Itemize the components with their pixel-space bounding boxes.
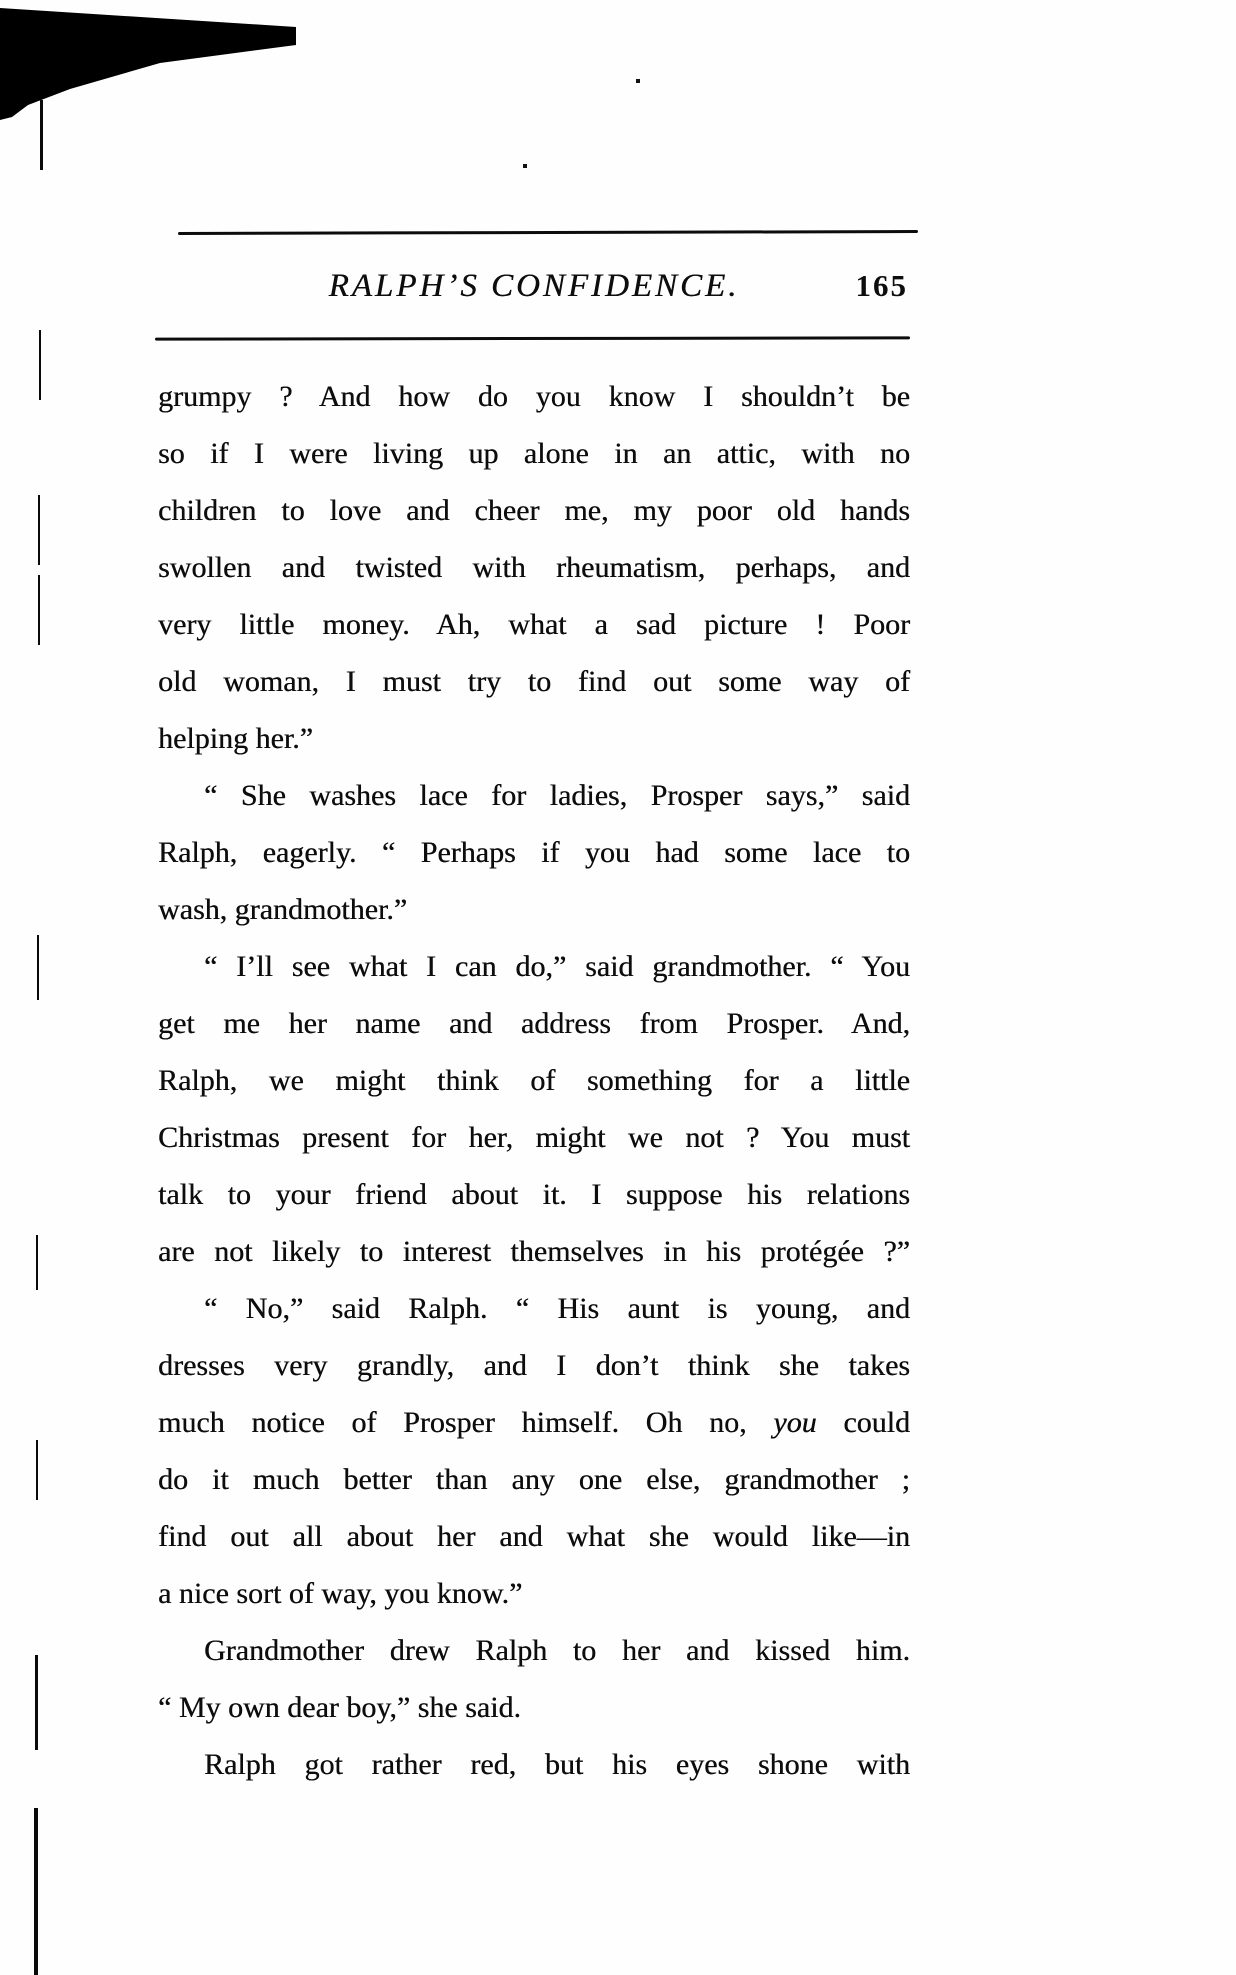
- text-line: [158, 1052, 910, 1109]
- text-segment: are not likely to interest themselves in his protégée ?”: [158, 1235, 910, 1268]
- text-line: [158, 653, 910, 710]
- text-segment: could: [816, 1406, 910, 1439]
- text-line: [158, 1679, 910, 1736]
- emphasized-word: you: [773, 1406, 817, 1439]
- text-line: [158, 425, 910, 482]
- text-segment: Grandmother drew Ralph to her and kissed him.: [204, 1634, 910, 1667]
- text-line: [158, 1508, 910, 1565]
- running-head: [158, 268, 910, 316]
- scan-artifact-speck: [523, 164, 527, 168]
- text-segment: Ralph got rather red, but his eyes shone with: [204, 1748, 910, 1781]
- text-segment: “ My own dear boy,” she said.: [158, 1691, 521, 1724]
- text-segment: so if I were living up alone in an attic, with no: [158, 437, 910, 470]
- text-line: [158, 710, 910, 767]
- text-segment: helping her.”: [158, 722, 313, 755]
- text-line: [158, 938, 910, 995]
- text-segment: find out all about her and what she would like—in: [158, 1520, 910, 1553]
- text-segment: get me her name and address from Prosper. And,: [158, 1007, 910, 1040]
- text-line: [158, 1223, 910, 1280]
- text-line: [158, 881, 910, 938]
- text-segment: grumpy ? And how do you know I shouldn’t be: [158, 380, 910, 413]
- text-line: [158, 1736, 910, 1793]
- scan-artifact-edge-line: [37, 935, 39, 1000]
- text-segment: Ralph, we might think of something for a little: [158, 1064, 910, 1097]
- text-line: [158, 824, 910, 881]
- text-segment: Christmas present for her, might we not ? You must: [158, 1121, 910, 1154]
- text-line: [158, 482, 910, 539]
- text-line: [158, 1109, 910, 1166]
- scan-artifact-edge-line: [40, 100, 43, 170]
- scan-artifact-edge-line: [38, 495, 40, 565]
- header-rule-bottom: [155, 336, 910, 340]
- text-segment: Ralph, eagerly. “ Perhaps if you had some lace to: [158, 836, 910, 869]
- text-line: [158, 1166, 910, 1223]
- scan-artifact-edge-line: [36, 1440, 38, 1500]
- text-segment: “ No,” said Ralph. “ His aunt is young, and: [204, 1292, 910, 1325]
- text-line: [158, 539, 910, 596]
- header-rule-top: [178, 230, 918, 235]
- text-line: [158, 1337, 910, 1394]
- text-segment: very little money. Ah, what a sad picture ! Poor: [158, 608, 910, 641]
- text-segment: swollen and twisted with rheumatism, perhaps, and: [158, 551, 910, 584]
- scan-artifact-edge-line: [38, 575, 40, 645]
- text-line: [158, 1565, 910, 1622]
- scan-artifact-edge-line: [36, 1235, 38, 1290]
- text-segment: “ She washes lace for ladies, Prosper says,” said: [204, 779, 910, 812]
- text-line: [158, 1622, 910, 1679]
- text-segment: much notice of Prosper himself. Oh no,: [158, 1406, 774, 1439]
- scan-artifact-edge-line: [39, 330, 41, 400]
- text-line: [158, 1394, 910, 1451]
- scan-artifact-edge-line: [35, 1655, 38, 1750]
- text-segment: “ I’ll see what I can do,” said grandmother. “ You: [204, 950, 910, 983]
- text-segment: wash, grandmother.”: [158, 893, 408, 926]
- page-number: 165: [855, 268, 908, 303]
- text-line: [158, 767, 910, 824]
- scan-artifact-edge-line: [34, 1808, 38, 1975]
- scan-artifact-corner-wedge: [0, 5, 296, 123]
- text-line: [158, 995, 910, 1052]
- scan-artifact-speck: [636, 79, 640, 83]
- text-line: [158, 1451, 910, 1508]
- text-line: [158, 368, 910, 425]
- text-segment: a nice sort of way, you know.”: [158, 1577, 523, 1610]
- body-text: [158, 368, 910, 1793]
- text-line: [158, 1280, 910, 1337]
- text-line: [158, 596, 910, 653]
- text-segment: dresses very grandly, and I don’t think she takes: [158, 1349, 910, 1382]
- text-segment: children to love and cheer me, my poor old hands: [158, 494, 910, 527]
- text-segment: talk to your friend about it. I suppose his relations: [158, 1178, 910, 1211]
- text-segment: do it much better than any one else, grandmother ;: [158, 1463, 910, 1496]
- page-title: RALPH’S CONFIDENCE.: [328, 268, 740, 304]
- text-segment: old woman, I must try to find out some way of: [158, 665, 910, 698]
